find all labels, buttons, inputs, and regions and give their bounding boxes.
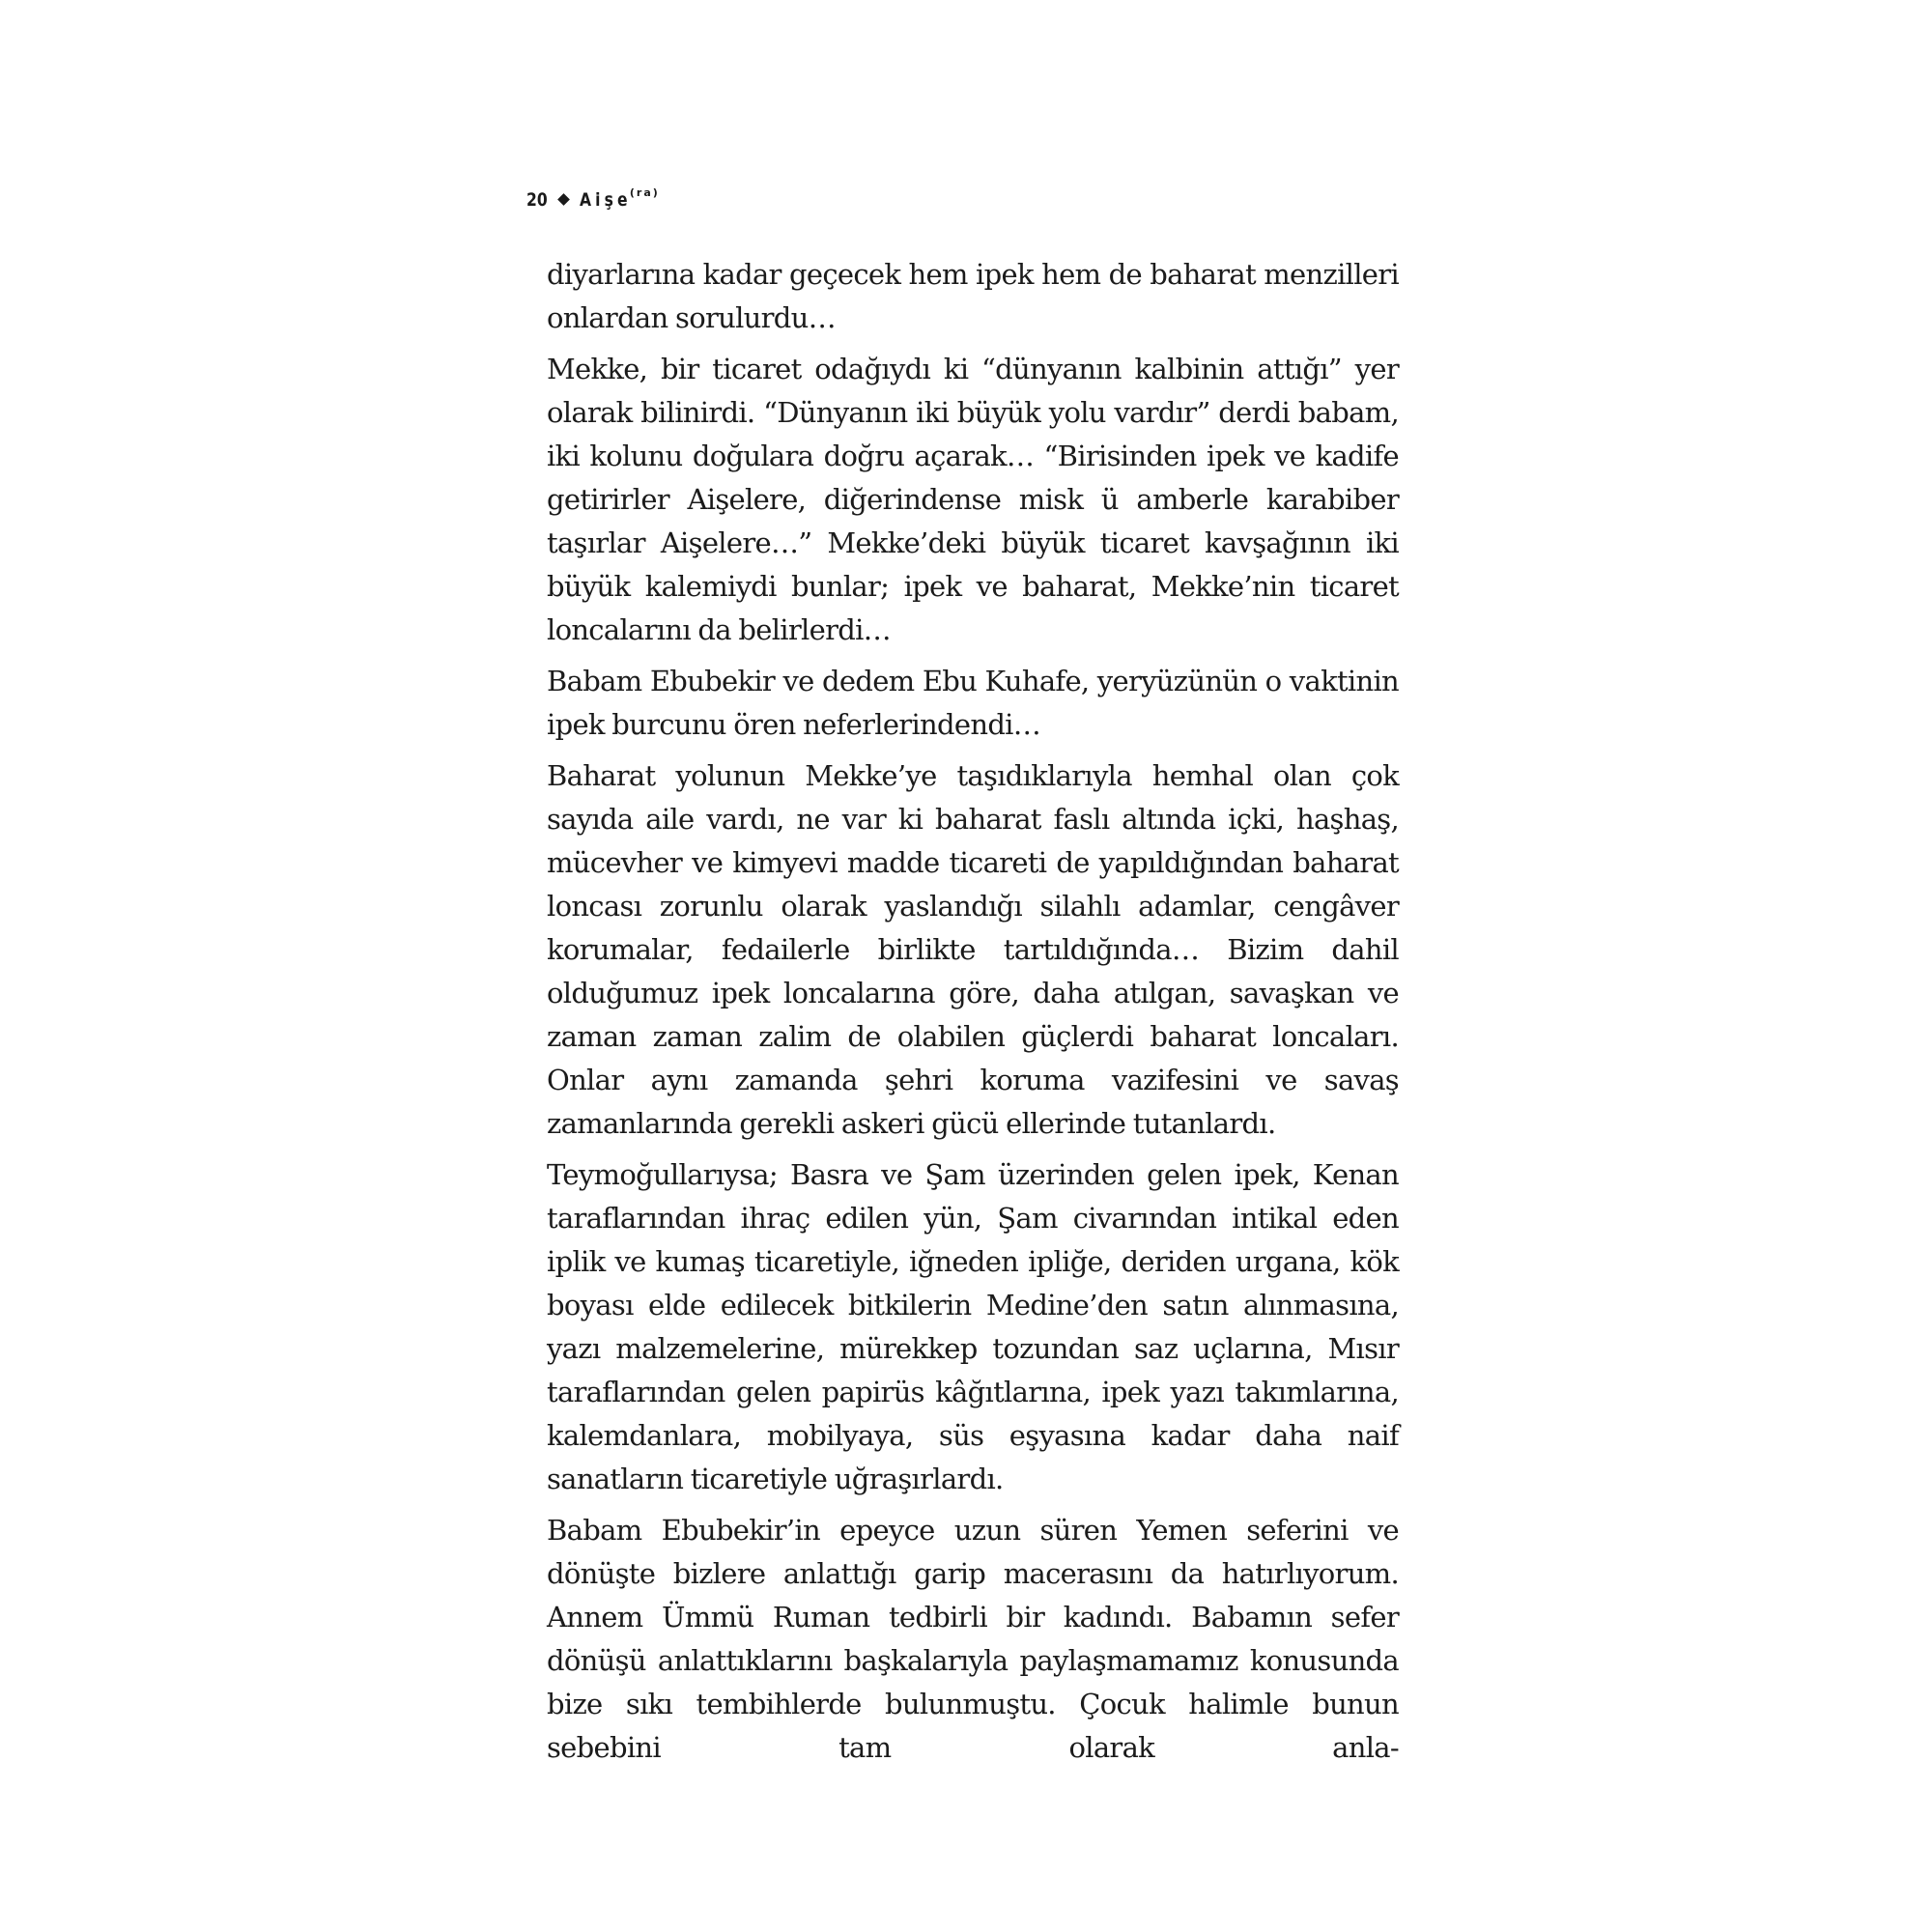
- paragraph: Babam Ebubekir ve dedem Ebu Kuhafe, yeryüzünün o vaktinin ipek burcunu ören neferlerindendi…: [547, 665, 1399, 741]
- paragraph: Teymoğullarıysa; Basra ve Şam üzerinden gelen ipek, Kenan taraflarından ihraç edilen yün, Şam civarından intikal eden iplik ve kumaş ticaretiyle, iğneden ipliğe, deriden urgana, kök boyası elde edilecek bitkilerin Medine’den satın alınmasına, yazı malzemelerine, mürekkep tozundan saz uçlarına, Mısır taraflarından gelen papirüs kâğıtlarına, ipek yazı takımlarına, kalemdanlara, mobilyaya, süs eşyasına kadar daha naif sanatların ticaretiyle uğraşırlardı.: [547, 1158, 1399, 1495]
- running-head-honorific: (ra): [629, 186, 660, 199]
- paragraph: diyarlarına kadar geçecek hem ipek hem de baharat menzilleri onlardan sorulurdu…: [547, 258, 1399, 334]
- running-head: [526, 186, 660, 224]
- paragraph: Babam Ebubekir’in epeyce uzun süren Yemen seferini ve dönüşte bizlere anlattığı garip macerasını da hatırlıyorum. Annem Ümmü Ruman tedbirli bir kadındı. Babamın sefer dönüşü anlattıklarını başkalarıyla paylaşmamamız konusunda bize sıkı tembihlerde bulunmuştu. Çocuk halimle bunun sebebini tam olarak anla-: [547, 1514, 1399, 1764]
- body-text: [547, 253, 1399, 1777]
- paragraph: Baharat yolunun Mekke’ye taşıdıklarıyla hemhal olan çok sayıda aile vardı, ne var ki baharat faslı altında içki, haşhaş, mücevher ve kimyevi madde ticareti de yapıldığından baharat loncası zorunlu olarak yaslandığı silahlı adamlar, cengâver korumalar, fedailerle birlikte tartıldığında… Bizim dahil olduğumuz ipek loncalarına göre, daha atılgan, savaşkan ve zaman zaman zalim de olabilen güçlerdi baharat loncaları. Onlar aynı zamanda şehri koruma vazifesini ve savaş zamanlarında gerekli askeri gücü ellerinde tutanlardı.: [547, 759, 1399, 1140]
- page-number: 20: [526, 189, 548, 211]
- paragraph: Mekke, bir ticaret odağıydı ki “dünyanın kalbinin attığı” yer olarak bilinirdi. “Dünyanın iki büyük yolu vardır” derdi babam, iki kolunu doğulara doğru açarak… “Birisinden ipek ve kadife getirirler Aişelere, diğerindense misk ü amberle karabiber taşırlar Aişelere…” Mekke’deki büyük ticaret kavşağının iki büyük kalemiydi bunlar; ipek ve baharat, Mekke’nin ticaret loncalarını da belirlerdi…: [547, 353, 1399, 646]
- running-head-title: Aişe: [580, 189, 633, 211]
- diamond-separator-icon: [558, 193, 571, 206]
